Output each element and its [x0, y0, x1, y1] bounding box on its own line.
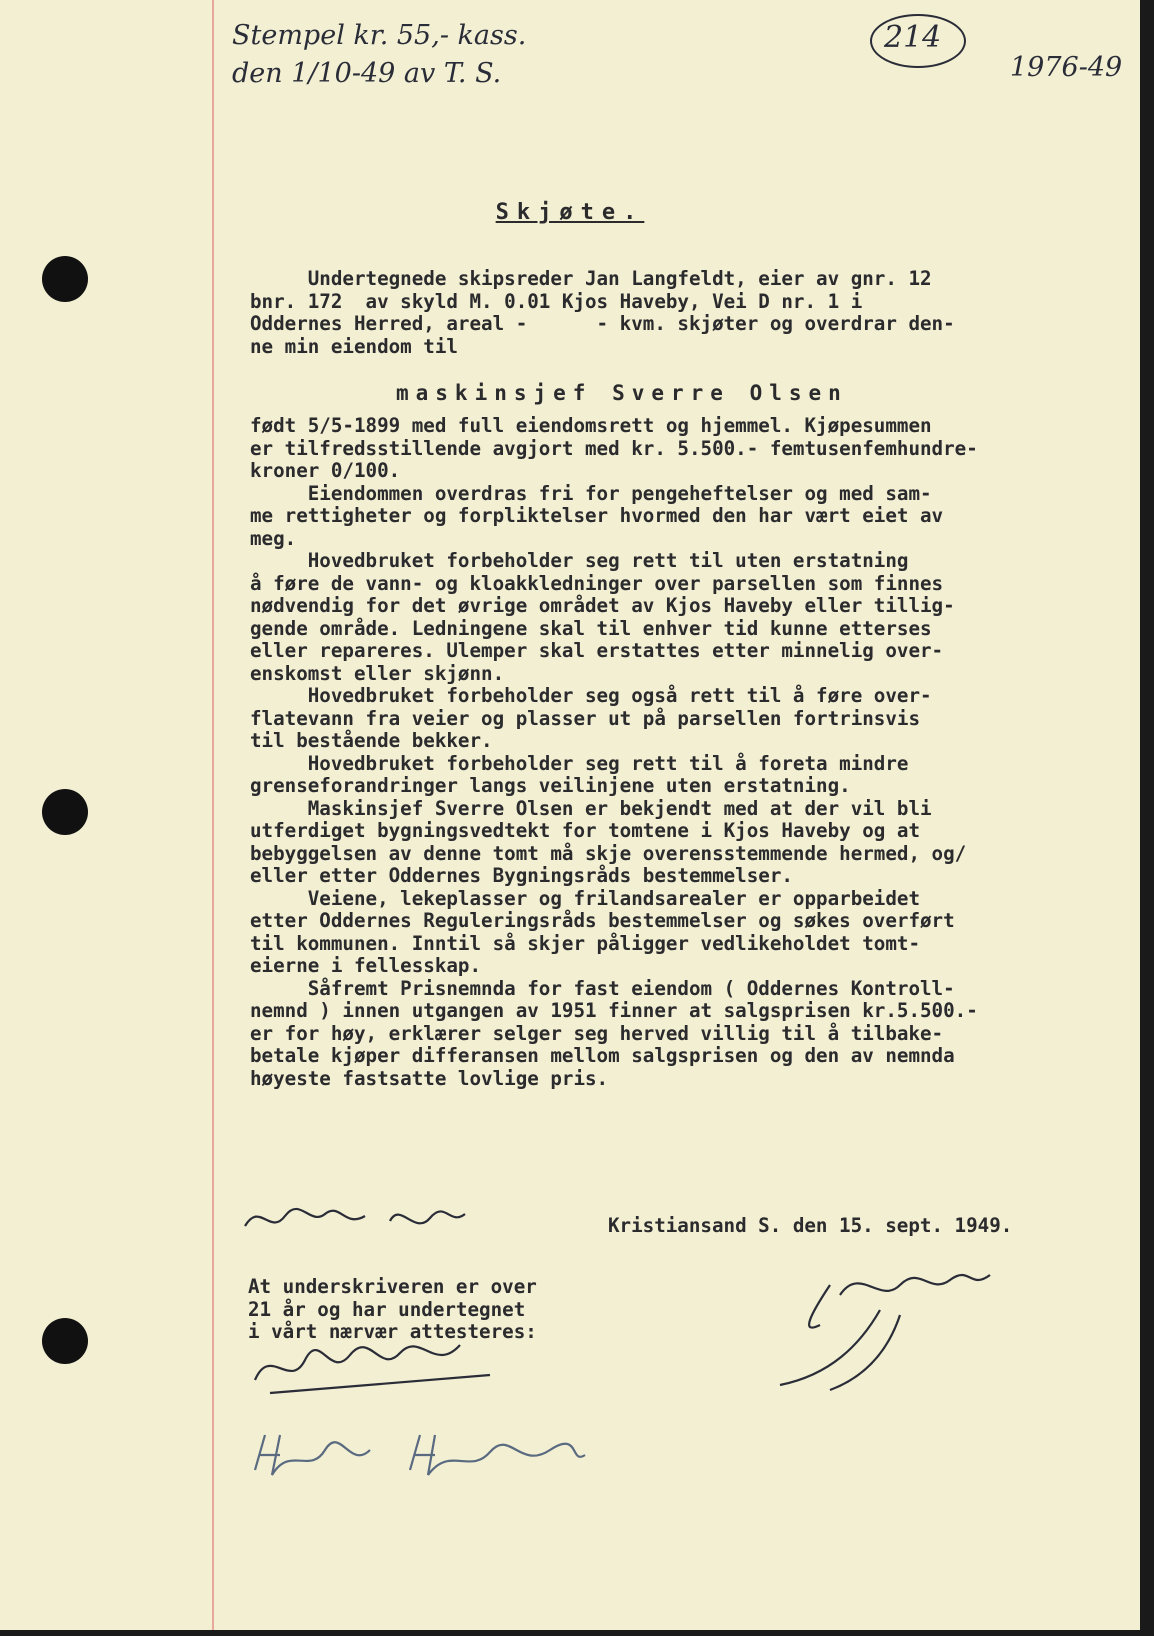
text-line: gende område. Ledningene skal til enhver tid kunne etterses — [250, 616, 932, 640]
text-line: er for høy, erklærer selger seg herved villig til å tilbake- — [250, 1021, 944, 1045]
place-and-date: Kristiansand S. den 15. sept. 1949. — [608, 1214, 1013, 1237]
text-line: Veiene, lekeplasser og frilandsarealer er opparbeidet — [250, 886, 921, 910]
text-line: bnr. 172 av skyld M. 0.01 Kjos Haveby, Vei D nr. 1 i — [250, 289, 863, 313]
text-line: kroner 0/100. — [250, 459, 401, 482]
text-line: eller etter Oddernes Bygningsråds bestemmelser. — [250, 864, 793, 887]
text-line: ne min eiendom til — [250, 334, 458, 358]
text-line: Hovedbruket forbeholder seg også rett til å føre over- — [250, 684, 932, 707]
text-line: 21 år og har undertegnet — [248, 1297, 526, 1321]
text-line: født 5/5-1899 med full eiendomsrett og hjemmel. Kjøpesummen — [250, 414, 932, 437]
text-line: Eiendommen overdras fri for pengeheftelser og med sam- — [250, 481, 932, 505]
stamp-fee-note: Stempel kr. 55,- kass. — [232, 20, 527, 51]
text-line: Undertegnede skipsreder Jan Langfeldt, eier av gnr. 12 — [250, 267, 932, 290]
text-line: til kommunen. Inntil så skjer påligger vedlikeholdet tomt- — [250, 931, 921, 955]
seller-signature — [770, 1255, 1010, 1395]
text-line: flatevann fra veier og plasser ut på parsellen fortrinsvis — [250, 706, 921, 730]
punch-hole — [42, 1318, 88, 1364]
text-line: Såfremt Prisnemnda for fast eiendom ( Oddernes Kontroll- — [250, 976, 955, 1000]
text-line: eierne i fellesskap. — [250, 954, 482, 977]
text-line: enskomst eller skjønn. — [250, 661, 505, 685]
text-line: etter Oddernes Reguleringsråds bestemmelser og søkes overført — [250, 909, 955, 932]
text-line: utferdiget bygningsvedtekt for tomtene i Kjos Haveby og at — [250, 819, 921, 842]
document-number: 1976-49 — [1010, 52, 1123, 83]
text-line: å føre de vann- og kloakkledninger over parsellen som finnes — [250, 571, 944, 595]
text-line: eller repareres. Ulemper skal erstattes etter minnelig over- — [250, 639, 944, 662]
text-line: At underskriveren er over — [248, 1275, 537, 1298]
text-line: betale kjøper differansen mellom salgsprisen og den av nemnda — [250, 1044, 955, 1067]
text-line: me rettigheter og forpliktelser hvormed den har vært eiet av — [250, 504, 944, 527]
text-line: høyeste fastsatte lovlige pris. — [250, 1066, 609, 1090]
folio-number: 214 — [884, 20, 942, 55]
punch-hole — [42, 789, 88, 835]
document-title: Skjøte. — [495, 200, 645, 225]
text-line: Maskinsjef Sverre Olsen er bekjendt med at der vil bli — [250, 796, 932, 820]
text-line: Hovedbruket forbeholder seg rett til uten erstatning — [250, 549, 909, 572]
stamp-fee-date-note: den 1/10-49 av T. S. — [232, 58, 502, 89]
text-line: grenseforandringer langs veilinjene uten erstatning. — [250, 774, 851, 797]
punch-hole — [42, 256, 88, 302]
text-line: meg. — [250, 526, 297, 550]
margin-rule — [212, 0, 214, 1630]
buyer-signature — [240, 1196, 470, 1246]
witness-signature-1 — [250, 1335, 510, 1405]
text-line: nødvendig for det øvrige området av Kjos Haveby eller tillig- — [250, 594, 955, 617]
text-line: er tilfredsstillende avgjort med kr. 5.500.- femtusenfemhundre- — [250, 436, 978, 460]
paragraph-opening — [250, 268, 1110, 358]
buyer-name: maskinsjef Sverre Olsen — [396, 381, 848, 405]
witness-signature-2 — [250, 1430, 590, 1490]
text-line: i vårt nærvær attesteres: — [248, 1320, 537, 1343]
text-line: Hovedbruket forbeholder seg rett til å foreta mindre — [250, 751, 909, 775]
paragraph-terms — [250, 415, 1110, 1090]
text-line: nemnd ) innen utgangen av 1951 finner at salgsprisen kr.5.500.- — [250, 999, 978, 1022]
text-line: bebyggelsen av denne tomt må skje overensstemmende hermed, og/ — [250, 841, 967, 865]
attestation-text — [248, 1276, 537, 1344]
text-line: Oddernes Herred, areal - - kvm. skjøter og overdrar den- — [250, 312, 955, 335]
text-line: til bestående bekker. — [250, 729, 493, 752]
